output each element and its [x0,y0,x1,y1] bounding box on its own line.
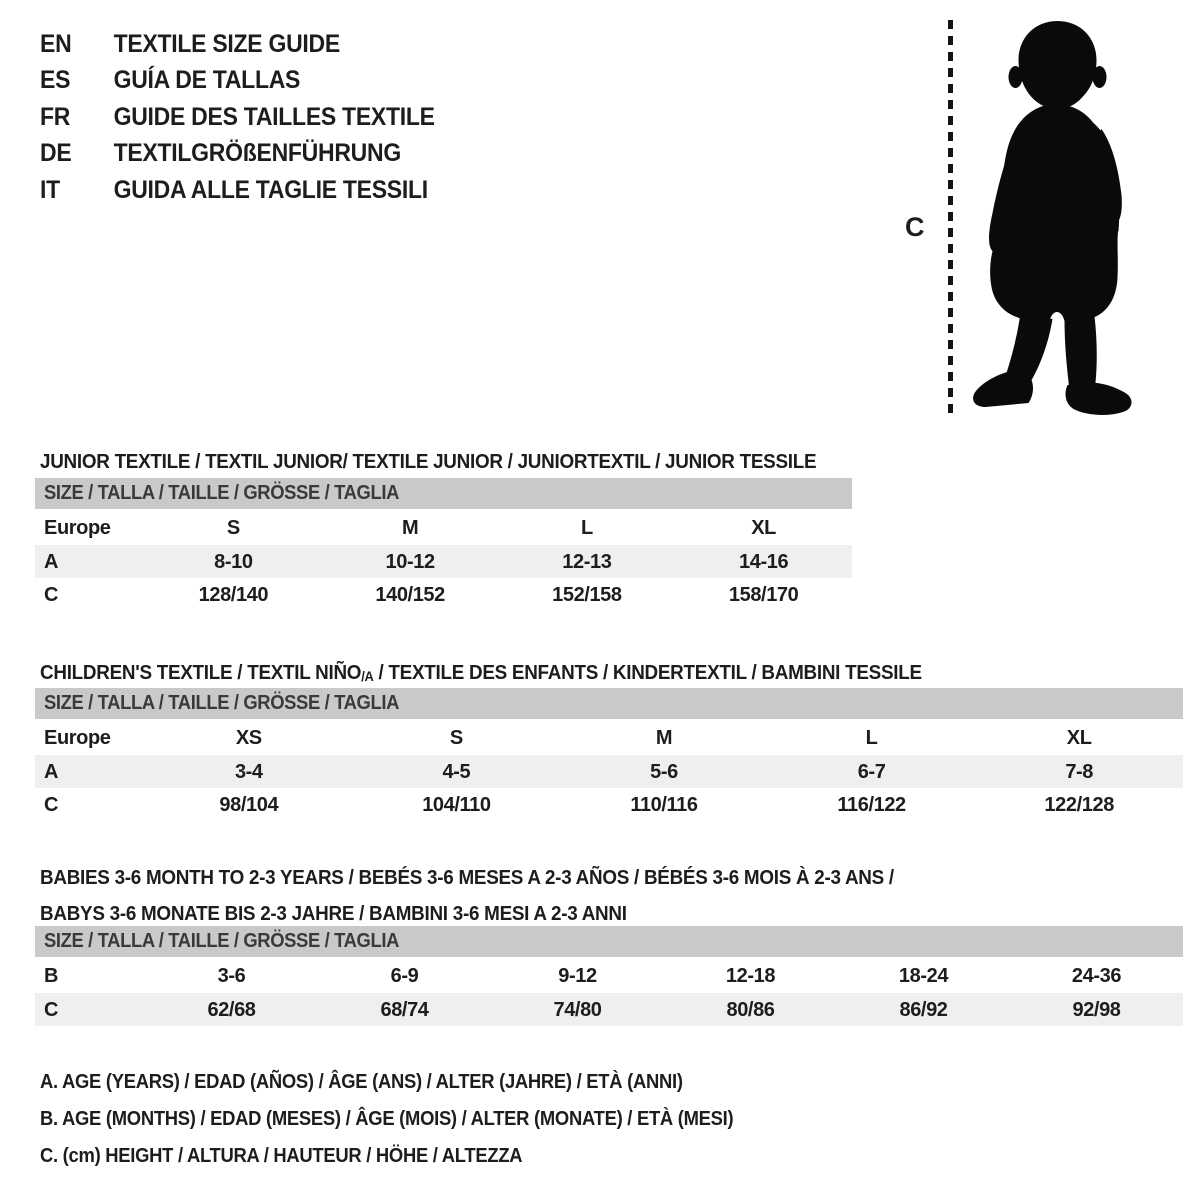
lang-code: ES [40,66,71,95]
months-cell: 12-18 [725,965,776,987]
lang-code: IT [40,175,60,204]
lang-row-es [40,63,435,100]
row-label: C [44,794,59,816]
table-row-height [35,788,1183,822]
height-cell: 62/68 [207,998,256,1021]
size-cell: M [401,517,419,539]
age-cell: 4-5 [442,760,471,783]
months-cell: 9-12 [558,965,597,987]
size-header-band [35,688,1183,719]
size-cell: L [580,517,593,539]
age-cell: 10-12 [385,550,435,573]
row-label: A [44,760,59,783]
height-measure-dashed-line [948,20,953,416]
guide-title-it: GUIDA ALLE TAGLIE TESSILI [113,175,428,204]
table-row-months [35,959,1183,993]
height-cell: 116/122 [837,794,906,816]
months-cell: 6-9 [390,965,419,987]
row-label: Europe [44,517,111,539]
legend-line-a-text: A. AGE (YEARS) / EDAD (AÑOS) / ÂGE (ANS) / ALTER (JAHRE) / ETÀ (ANNI) [40,1071,683,1093]
toddler-silhouette-icon [963,13,1143,419]
babies-title-line1: BABIES 3-6 MONTH TO 2-3 YEARS / BEBÉS 3-6 MESES A 2-3 AÑOS / BÉBÉS 3-6 MOIS À 2-3 ANS / [40,866,894,889]
children-section-title-text [40,660,922,689]
age-cell: 6-7 [857,760,886,783]
lang-row-it [40,172,435,209]
height-cell: 158/170 [728,584,799,606]
children-title-suffix: / TEXTILE DES ENFANTS / KINDERTEXTIL / BAMBINI TESSILE [373,661,922,684]
legend [40,1064,794,1175]
height-cell: 110/116 [630,794,698,816]
age-cell: 3-4 [234,760,263,783]
size-header-text: SIZE / TALLA / TAILLE / GRÖSSE / TAGLIA [44,930,400,952]
size-cell: XL [1066,727,1092,749]
height-cell: 140/152 [375,584,445,606]
lang-row-fr [40,99,435,136]
children-title-sub: /A [361,668,374,684]
legend-line-c [40,1138,794,1175]
size-cell: L [865,727,878,749]
row-label: B [44,965,59,987]
children-section-title [40,660,998,689]
age-cell: 5-6 [650,760,678,783]
lang-code: DE [40,139,72,168]
row-label: A [44,550,59,573]
height-cell: 98/104 [219,794,279,816]
lang-code: EN [40,29,72,58]
junior-size-table [35,478,852,612]
size-cell: S [226,517,240,539]
size-header-text: SIZE / TALLA / TAILLE / GRÖSSE / TAGLIA [44,482,400,504]
lang-row-en [40,26,435,63]
table-row-age [35,545,852,579]
height-cell: 74/80 [553,998,602,1021]
junior-section-title [40,449,884,475]
size-cell: XS [235,727,262,749]
height-cell: 86/92 [899,998,948,1021]
months-cell: 18-24 [898,965,949,987]
size-cell: S [449,727,463,749]
size-cell: XL [751,517,776,539]
children-size-table [35,688,1183,822]
age-cell: 12-13 [562,550,612,573]
age-cell: 8-10 [214,550,253,573]
lang-row-de [40,136,435,173]
height-cell: 128/140 [198,584,269,606]
lang-code: FR [40,102,71,131]
table-row-height [35,993,1183,1027]
babies-section-title [40,860,968,932]
legend-line-b-text: B. AGE (MONTHS) / EDAD (MESES) / ÂGE (MOIS) / ALTER (MONATE) / ETÀ (MESI) [40,1108,734,1130]
babies-size-table [35,926,1183,1026]
size-header-text: SIZE / TALLA / TAILLE / GRÖSSE / TAGLIA [44,692,400,714]
height-cell: 68/74 [380,998,429,1021]
guide-title-de: TEXTILGRÖßENFÜHRUNG [113,139,401,168]
row-label: C [44,584,59,606]
junior-section-title-text: JUNIOR TEXTILE / TEXTIL JUNIOR/ TEXTILE JUNIOR / JUNIORTEXTIL / JUNIOR TESSILE [40,450,817,473]
table-row-europe [35,511,852,545]
months-cell: 3-6 [217,965,246,987]
guide-title-es: GUÍA DE TALLAS [113,66,301,95]
children-title-prefix: CHILDREN'S TEXTILE / TEXTIL NIÑO [40,661,362,684]
size-cell: M [655,727,673,749]
age-cell: 14-16 [739,550,789,573]
guide-title-en: TEXTILE SIZE GUIDE [113,29,340,58]
language-title-list [40,26,469,209]
age-cell: 7-8 [1065,760,1094,783]
height-cell: 104/110 [422,794,491,816]
height-cell: 80/86 [726,998,775,1021]
size-header-band [35,478,852,509]
height-cell: 122/128 [1044,794,1114,816]
row-label: Europe [44,727,111,749]
legend-line-b [40,1101,794,1138]
height-measure-label: C [905,212,925,242]
table-row-height [35,578,852,612]
legend-line-c-text: C. (cm) HEIGHT / ALTURA / HAUTEUR / HÖHE / ALTEZZA [40,1145,523,1167]
babies-title-line2: BABYS 3-6 MONATE BIS 2-3 JAHRE / BAMBINI 3-6 MESI A 2-3 ANNI [40,902,627,925]
months-cell: 24-36 [1071,965,1122,987]
guide-title-fr: GUIDE DES TAILLES TEXTILE [113,102,435,131]
height-cell: 152/158 [552,584,622,606]
size-header-band [35,926,1183,957]
table-row-age [35,755,1183,789]
table-row-europe [35,721,1183,755]
row-label: C [44,998,59,1021]
legend-line-a [40,1064,794,1101]
height-cell: 92/98 [1072,998,1121,1021]
